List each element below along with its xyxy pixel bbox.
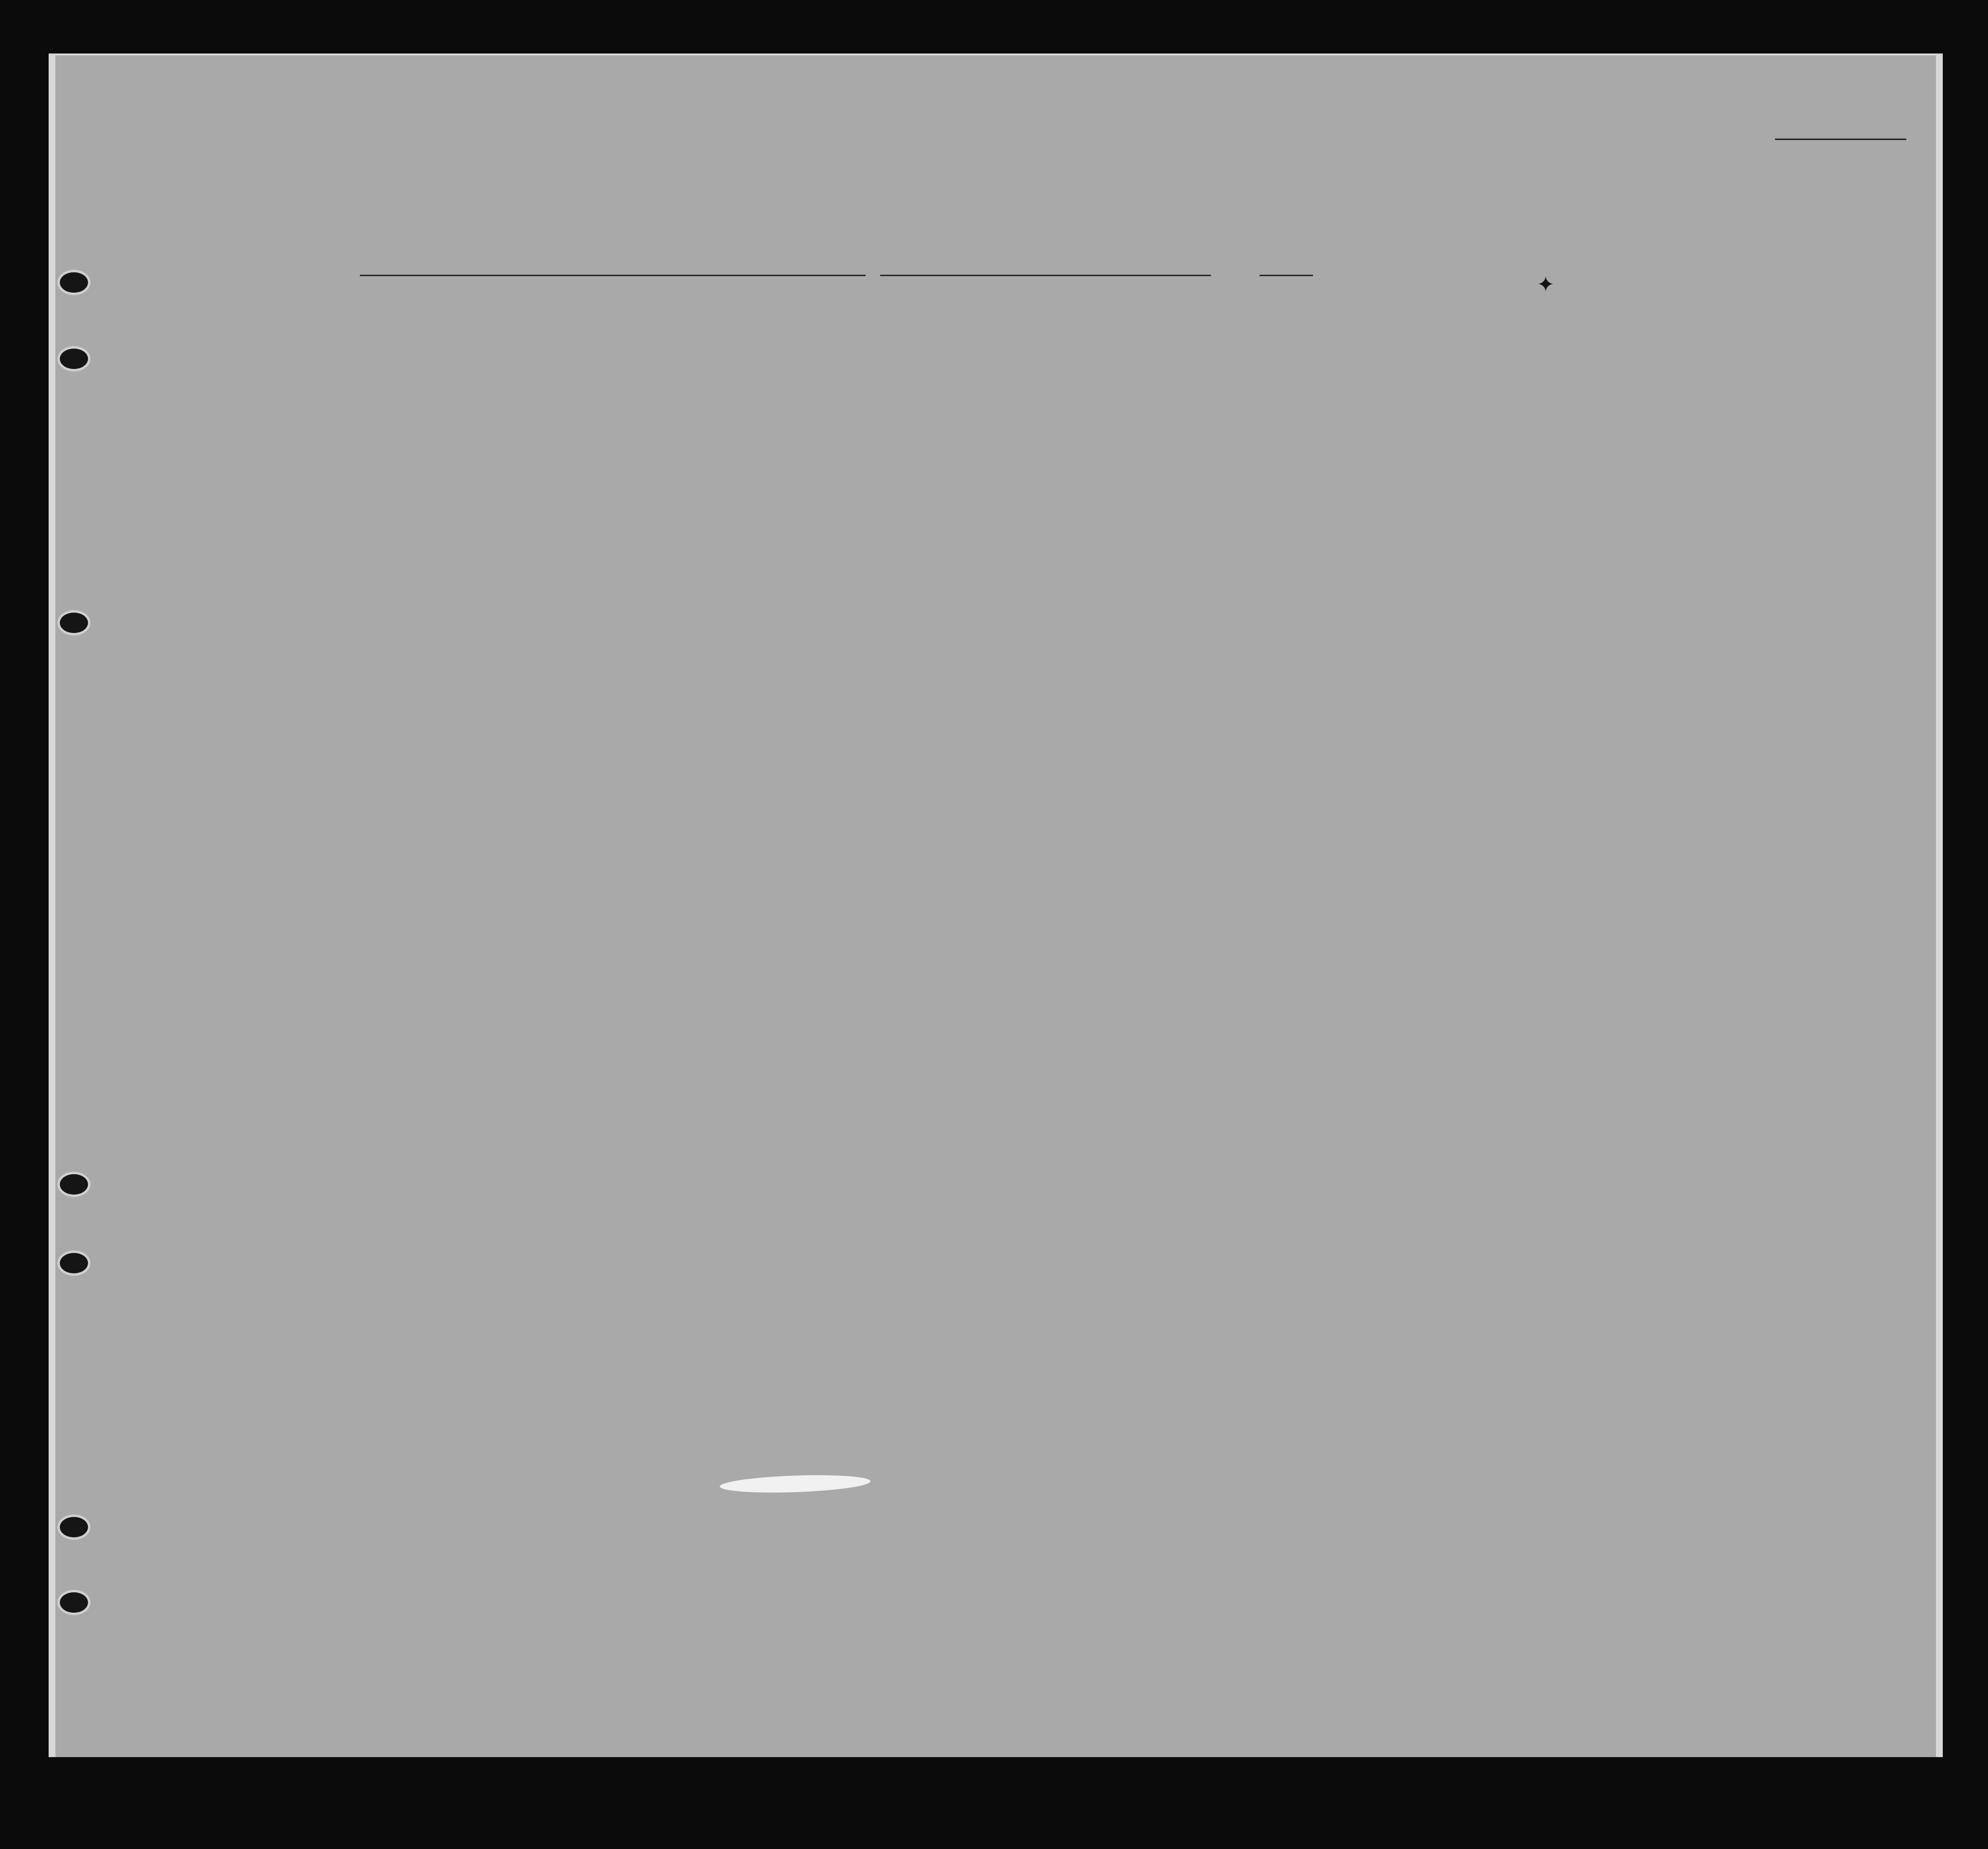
punch-hole	[57, 1590, 90, 1615]
year-line	[1260, 275, 1313, 276]
sheet-right-edge	[1936, 55, 1943, 1757]
date-line	[880, 275, 1211, 276]
manifest-sheet	[49, 53, 1943, 1757]
punch-hole	[57, 346, 90, 371]
punch-hole	[57, 270, 90, 295]
sheet-left-edge	[49, 55, 55, 1757]
sheet-mark-left: ✦	[1537, 273, 1555, 297]
punch-hole	[57, 1172, 90, 1197]
list-line	[1775, 139, 1906, 140]
punch-hole	[57, 1250, 90, 1276]
punch-hole	[57, 610, 90, 635]
punch-hole	[57, 1514, 90, 1540]
port-line	[360, 275, 866, 276]
